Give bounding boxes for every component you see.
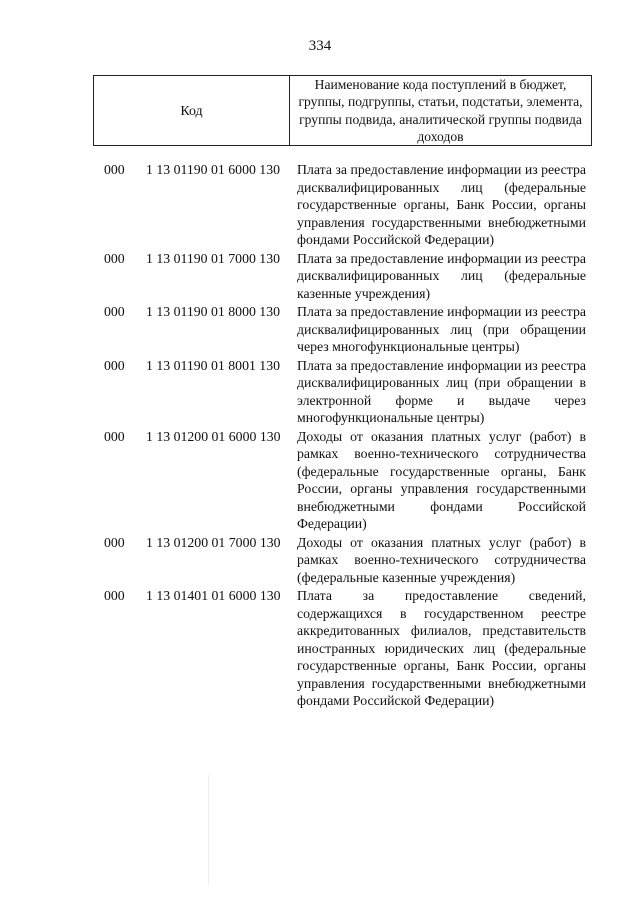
row-prefix: 000 [104,588,125,603]
row-description: Доходы от оказания платных услуг (работ) в рамках военно-технического сотрудничества (федеральные казенные учреждения) [297,534,586,585]
row-description: Плата за предоставление информации из реестра дисквалифицированных лиц (федеральные государственные органы, Банк России, органы управления государственными внебюджетными фондами Российской Федерации) [297,162,586,247]
row-prefix: 000 [104,304,125,319]
table-row [0,428,640,533]
row-prefix: 000 [104,534,125,550]
table-row [0,357,640,427]
table-row [0,161,640,249]
row-code: 1 13 01190 01 8001 130 [146,357,281,373]
table-row [0,303,640,356]
scan-artifact [208,775,209,885]
row-description: Доходы от оказания платных услуг (работ) в рамках военно-технического сотрудничества (федеральные государственные органы, Банк России, органы управления государственными внебюджетными фондами Российской Федерации) [297,428,586,531]
row-prefix: 000 [104,162,125,177]
row-prefix: 000 [104,428,125,444]
table-body [0,161,640,710]
row-code: 1 13 01200 01 6000 130 [146,428,281,444]
header-name-column: Наименование кода поступлений в бюджет, группы, подгруппы, статьи, подстатьи, элемента, группы подвида, аналитической группы подвида доходов [298,77,583,144]
table-row [0,587,640,710]
table-row [0,250,640,303]
table-row [0,534,640,587]
page-number: 334 [308,38,332,54]
row-code: 1 13 01401 01 6000 130 [146,588,281,603]
row-prefix: 000 [104,357,125,373]
table-header [93,75,592,146]
row-code: 1 13 01200 01 7000 130 [146,534,281,550]
row-description: Плата за предоставление информации из реестра дисквалифицированных лиц (федеральные казенные учреждения) [297,250,586,301]
row-description: Плата за предоставление информации из реестра дисквалифицированных лиц (при обращении через многофункциональные центры) [297,304,586,354]
row-code: 1 13 01190 01 7000 130 [146,250,281,266]
row-description: Плата за предоставление сведений, содержащихся в государственном реестре аккредитованных филиалов, представительств иностранных юридических лиц (федеральные государственные органы, Банк России, органы управления государственными внебюджетными фондами Российской Федерации) [297,588,586,708]
row-code: 1 13 01190 01 6000 130 [146,162,281,177]
row-description: Плата за предоставление информации из реестра дисквалифицированных лиц (при обращении в электронной форме и выдаче через многофункциональные центры) [297,357,586,425]
header-code-column: Код [94,76,290,145]
row-prefix: 000 [104,250,125,266]
row-code: 1 13 01190 01 8000 130 [146,304,281,319]
